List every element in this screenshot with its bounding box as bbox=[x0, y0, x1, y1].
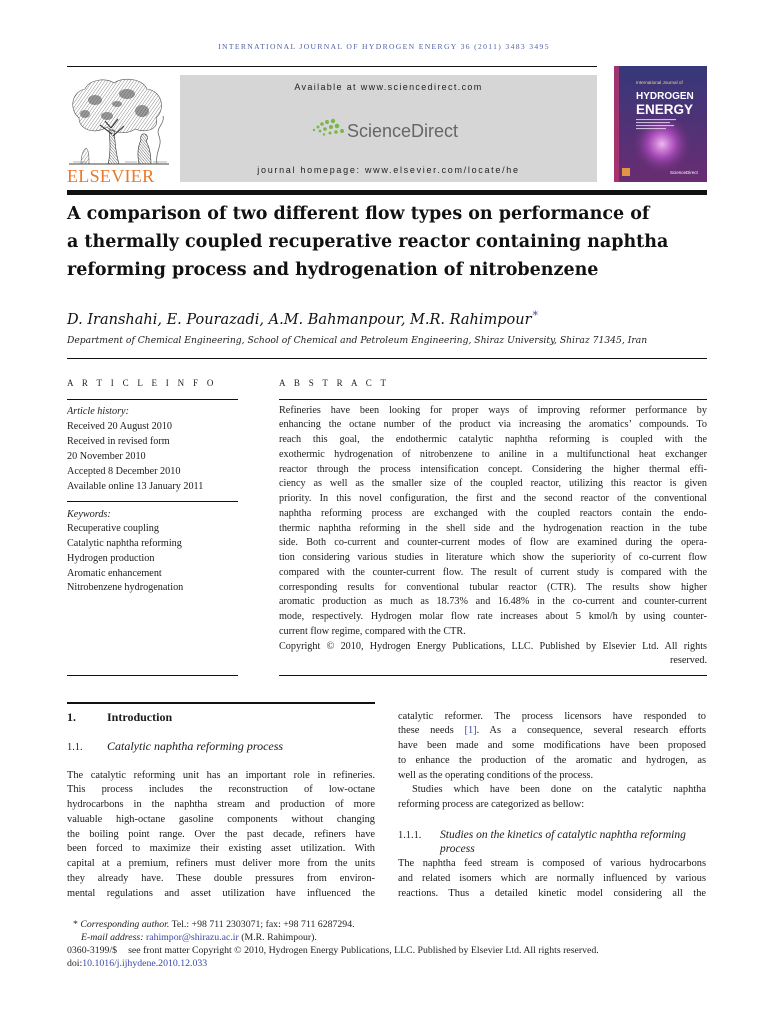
title-line: reforming process and hydrogenation of nitrobenzene bbox=[67, 260, 599, 280]
article-info-heading: A R T I C L E I N F O bbox=[67, 378, 217, 388]
left-column bbox=[67, 710, 375, 902]
blank-line bbox=[398, 813, 706, 828]
history-entry: Accepted 8 December 2010 bbox=[67, 465, 181, 477]
keywords-label: Keywords: bbox=[67, 508, 111, 520]
subsection-title: Catalytic naphtha reforming process bbox=[107, 739, 284, 754]
left-body-text bbox=[67, 769, 375, 902]
contact-numbers: Tel.: +98 711 2303071; fax: +98 711 6287294. bbox=[171, 918, 355, 930]
body-line-text: these needs bbox=[398, 725, 454, 737]
title-thick-rule bbox=[67, 190, 707, 195]
history-entry: Received in revised form bbox=[67, 435, 170, 447]
doi-link[interactable]: 10.1016/j.ijhydene.2010.12.033 bbox=[82, 957, 208, 969]
affiliation: Department of Chemical Engineering, School of Chemical and Petroleum Engineering, Shiraz University, Shiraz 71345, Iran bbox=[67, 335, 648, 346]
subsubsection-heading bbox=[398, 828, 706, 843]
subsection-heading bbox=[67, 739, 375, 754]
abstract-line: corresponding results for conventional tubular reactor (CTR). The results show higher bbox=[279, 581, 707, 593]
body-line: the boiling point range. Over the past decade, refiners have bbox=[67, 828, 375, 840]
body-line: they already have. These double pressures from environ- bbox=[67, 872, 375, 884]
abstract-line: reach this goal, the endothermic catalytic naphtha reforming is coupled with the bbox=[279, 434, 707, 446]
elsevier-tree-logo bbox=[67, 76, 171, 166]
footnotes bbox=[67, 918, 707, 970]
front-matter-line bbox=[67, 944, 707, 957]
section-number: 1. bbox=[67, 709, 76, 724]
body-line: mental regulations and asset utilization have influenced the bbox=[67, 887, 375, 899]
body-line: have been made and some modifications have been proposed bbox=[398, 740, 706, 752]
body-line: The catalytic reforming unit has an important role in refineries. bbox=[67, 769, 375, 781]
body-line: The naphtha feed stream is composed of various hydrocarbons bbox=[398, 858, 706, 870]
sciencedirect-logo-text: ScienceDirect bbox=[347, 121, 459, 141]
abstract-rule bbox=[279, 399, 707, 400]
email-owner: (M.R. Rahimpour). bbox=[241, 931, 317, 943]
body-line: This process includes the reconstruction of low-octane bbox=[67, 784, 375, 796]
article-info-bottom-rule bbox=[67, 675, 238, 676]
front-matter-text: see front matter Copyright © 2010, Hydrogen Energy Publications, LLC. Published by Elsevier Ltd. All rights reserved. bbox=[128, 944, 599, 956]
keywords-rule bbox=[67, 501, 238, 502]
footnote-star: * bbox=[73, 918, 78, 930]
keyword: Catalytic naphtha reforming bbox=[67, 538, 182, 550]
email-label: E-mail address: bbox=[81, 931, 144, 943]
abstract-line: ciency as well as the smaller size of the coupled reactor, utilizing this reactor is given bbox=[279, 478, 707, 490]
sciencedirect-dots-icon bbox=[310, 117, 346, 137]
journal-homepage-link[interactable]: journal homepage: www.elsevier.com/locate/he bbox=[257, 165, 520, 175]
abstract-line: priority. In this novel configuration, the first and the second reactor of the conventional bbox=[279, 493, 707, 505]
cover-hydrogen-title: HYDROGEN bbox=[636, 91, 694, 102]
author-list bbox=[67, 306, 538, 330]
blank-line bbox=[67, 724, 375, 739]
article-history-list bbox=[67, 419, 238, 494]
history-entry: 20 November 2010 bbox=[67, 450, 146, 462]
subsubsection-title-cont: process bbox=[440, 843, 475, 856]
abstract-block bbox=[279, 404, 707, 670]
title-line: a thermally coupled recuperative reactor containing naphtha bbox=[67, 232, 669, 252]
history-entry: Available online 13 January 2011 bbox=[67, 480, 204, 492]
abstract-copyright-tail: reserved. bbox=[669, 655, 707, 667]
body-line-text: . As a consequence, several research efforts bbox=[476, 725, 706, 737]
body-line: reforming process are categorized as bellow: bbox=[398, 799, 585, 811]
right-column bbox=[398, 710, 706, 902]
body-line: been forced to maximize their existing asset utilization. With bbox=[67, 843, 375, 855]
abstract-line: Refineries have been looking for proper ways of improving reformer performance by bbox=[279, 404, 707, 416]
sciencedirect-banner bbox=[180, 75, 597, 182]
available-at-link[interactable]: Available at www.sciencedirect.com bbox=[294, 82, 483, 92]
section-heading bbox=[67, 710, 375, 725]
history-entry: Received 20 August 2010 bbox=[67, 420, 172, 432]
section-rule bbox=[67, 702, 375, 704]
subsubsection-title: Studies on the kinetics of catalytic naphtha reforming bbox=[440, 828, 686, 841]
keywords-block bbox=[67, 508, 238, 597]
abstract-line: side. Both co-current and counter-current modes of flow are examined during the opera- bbox=[279, 537, 707, 549]
email-footnote bbox=[67, 931, 707, 944]
abstract-line: thermic naphtha reforming in the shell side and the hydrogenation reaction in the tube bbox=[279, 522, 707, 534]
keywords-list bbox=[67, 522, 238, 596]
issn: 0360-3199/$ bbox=[67, 944, 118, 956]
abstract-line: compared with the counter-current flow. The result of current study is compared with the bbox=[279, 566, 707, 578]
abstract-copyright: Copyright © 2010, Hydrogen Energy Publications, LLC. Published by Elsevier Ltd. All rights bbox=[279, 640, 707, 652]
abstract-line: current flow regime, compared with the CTR. bbox=[279, 625, 466, 637]
authors-text: D. Iranshahi, E. Pourazadi, A.M. Bahmanpour, M.R. Rahimpour bbox=[67, 312, 532, 328]
subsubsection-number: 1.1.1. bbox=[398, 829, 422, 841]
corresponding-author-footnote bbox=[67, 918, 707, 931]
abstract-line: tion considering various studies in literature which show the superiority of co-current flow bbox=[279, 552, 707, 564]
reference-link[interactable]: [1] bbox=[464, 725, 477, 737]
body-line: reactions. Thus a detailed kinetic model considering all the bbox=[398, 887, 706, 899]
email-link[interactable]: rahimpor@shirazu.ac.ir bbox=[145, 931, 239, 943]
blank-line bbox=[67, 754, 375, 769]
abstract-heading: A B S T R A C T bbox=[279, 378, 390, 388]
body-line: capital at a premium, refiners must deliver more from the units bbox=[67, 858, 375, 870]
article-history bbox=[67, 404, 238, 494]
abstract-line: reactor through the process intensification concept. Considering the higher thermal effi- bbox=[279, 463, 707, 475]
banner-top-rule bbox=[67, 66, 597, 67]
corresponding-author-mark[interactable]: * bbox=[532, 309, 539, 322]
cover-energy-title: ENERGY bbox=[636, 102, 694, 117]
cover-sciencedirect-text: ScienceDirect bbox=[670, 170, 698, 175]
corresponding-label: Corresponding author. bbox=[80, 918, 170, 930]
abstract-line: naphtha reforming process are exchanged with the coupled reactors contain the endo- bbox=[279, 507, 707, 519]
subsection-number: 1.1. bbox=[67, 742, 83, 754]
doi-label: doi: bbox=[67, 957, 83, 969]
article-title bbox=[67, 200, 727, 284]
keyword: Nitrobenzene hydrogenation bbox=[67, 582, 184, 594]
title-line: A comparison of two different flow types on performance of bbox=[67, 204, 650, 224]
keyword: Recuperative coupling bbox=[67, 523, 159, 535]
doi-line bbox=[67, 957, 707, 970]
abstract-line: aromatic production as much as 18.73% and 16.48% in the co-current and counter-current bbox=[279, 596, 707, 608]
body-line: to enhance the production of the aromatic and hydrogen, as bbox=[398, 754, 706, 766]
abstract-line: enhancing the octane number of the product via increasing the aromatics’ compounds. To bbox=[279, 419, 707, 431]
elsevier-wordmark: ELSEVIER bbox=[67, 166, 155, 186]
journal-cover-image bbox=[614, 66, 707, 182]
body-line bbox=[398, 724, 706, 739]
abstract-line: mode, respectively. Hydrogen molar flow rate increases about 5 kmol/h by using counter- bbox=[279, 611, 707, 623]
keyword: Hydrogen production bbox=[67, 552, 155, 564]
journal-running-header: INTERNATIONAL JOURNAL OF HYDROGEN ENERGY 36 (2011) 3483 3495 bbox=[218, 42, 550, 51]
cover-journal-line: International Journal of bbox=[636, 80, 683, 85]
body-line: valuable high-octane gasoline components without changing bbox=[67, 813, 375, 825]
article-info-rule bbox=[67, 399, 238, 400]
body-line: well as the operating conditions of the process. bbox=[398, 769, 594, 781]
article-history-label: Article history: bbox=[67, 405, 129, 417]
body-line: Studies which have been done on the catalytic naphtha bbox=[412, 784, 706, 796]
body-line: hydrocarbons in the naphtha stream and production of more bbox=[67, 799, 375, 811]
abstract-bottom-rule bbox=[279, 675, 707, 676]
section-title: Introduction bbox=[107, 709, 173, 724]
keyword: Aromatic enhancement bbox=[67, 567, 162, 579]
header-divider bbox=[67, 358, 707, 359]
body-line: catalytic reformer. The process licensors have responded to bbox=[398, 710, 706, 722]
body-line: and related isomers which are normally influenced by various bbox=[398, 872, 706, 884]
abstract-line: exothermic hydrogenation of nitrobenzene to aniline in a multifunctional heat exchanger bbox=[279, 448, 707, 460]
abstract-text bbox=[279, 404, 707, 640]
